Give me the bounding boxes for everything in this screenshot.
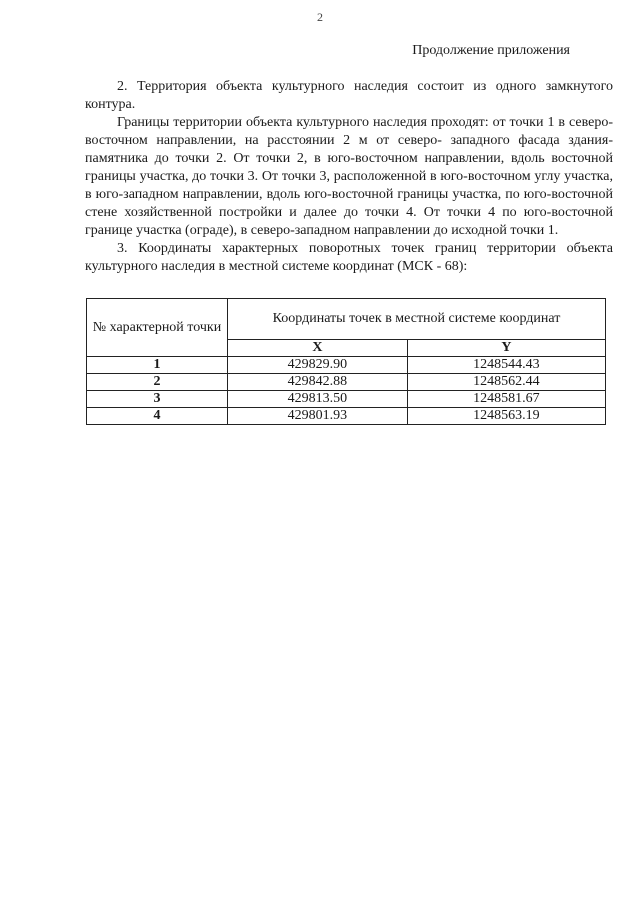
header-y: Y: [407, 340, 605, 357]
cell-point: 3: [87, 391, 228, 408]
cell-point: 4: [87, 408, 228, 425]
paragraph-coordinates-intro: 3. Координаты характерных поворотных точек границ территории объекта культурного наследия в местной системе координат (МСК - 68):: [85, 241, 613, 274]
cell-x: 429801.93: [228, 408, 408, 425]
cell-y: 1248563.19: [407, 408, 605, 425]
cell-x: 429829.90: [228, 357, 408, 374]
page-number: 2: [317, 10, 323, 24]
cell-point: 1: [87, 357, 228, 374]
cell-x: 429842.88: [228, 374, 408, 391]
header-coordinates: Координаты точек в местной системе координат: [228, 299, 606, 340]
header-x: X: [228, 340, 408, 357]
header-point-number: № характерной точки: [87, 299, 228, 357]
cell-y: 1248544.43: [407, 357, 605, 374]
body-text: [85, 78, 613, 276]
paragraph-boundaries: Границы территории объекта культурного наследия проходят: от точки 1 в северо-восточном направлении, на расстоянии 2 м от северо- западного фасада здания-памятника до точки 2. От точки 2, в юго-восточном направлении, вдоль восточной границы участка, до точки 3. От точки 3, расположенной в юго-восточном углу участка, в юго-западном направлении, вдоль юго-восточной границы участка, по юго-восточной стене хозяйственной постройки и далее до точки 4. От точки 4 по юго-восточной границе участка (ограде), в северо-западном направлении до исходной точки 1.: [85, 115, 613, 238]
cell-x: 429813.50: [228, 391, 408, 408]
cell-point: 2: [87, 374, 228, 391]
cell-y: 1248581.67: [407, 391, 605, 408]
table-row: [87, 391, 606, 408]
cell-y: 1248562.44: [407, 374, 605, 391]
table-row: [87, 357, 606, 374]
table-row: [87, 408, 606, 425]
continuation-heading: Продолжение приложения: [412, 43, 570, 58]
coordinates-table: [86, 298, 606, 425]
paragraph-territory: 2. Территория объекта культурного наследия состоит из одного замкнутого контура.: [85, 79, 613, 112]
table-row: [87, 374, 606, 391]
